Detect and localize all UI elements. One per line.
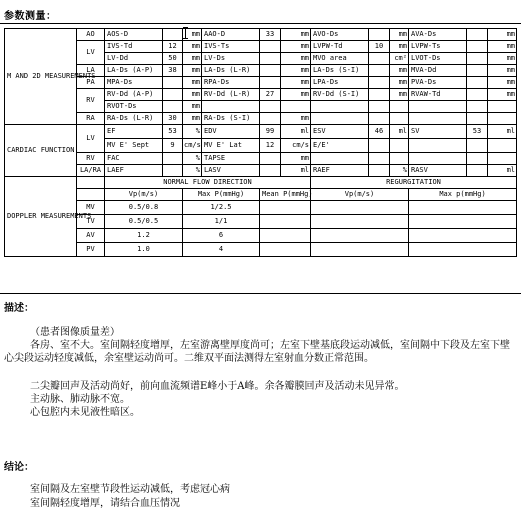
- valve-vp[interactable]: 0.5/0.5: [105, 215, 183, 229]
- valve-label: AV: [77, 229, 105, 243]
- param-value[interactable]: [260, 113, 281, 125]
- param-name: [311, 113, 369, 125]
- param-unit: mm: [281, 65, 311, 77]
- param-unit: mm: [488, 77, 517, 89]
- param-name: LV-Dd: [105, 53, 163, 65]
- param-value[interactable]: [369, 165, 390, 177]
- param-unit: [488, 113, 517, 125]
- param-name: LVOT-Ds: [409, 53, 467, 65]
- param-name: RVOT-Ds: [105, 101, 163, 113]
- param-value[interactable]: [467, 41, 488, 53]
- param-unit: mm: [183, 41, 202, 53]
- valve-maxp[interactable]: 6: [183, 229, 260, 243]
- param-unit: ml: [390, 125, 409, 139]
- row-ao: [5, 29, 517, 41]
- cell-label: AO: [77, 29, 105, 41]
- param-name: [409, 101, 467, 113]
- param-value[interactable]: [260, 153, 281, 165]
- param-value[interactable]: [467, 53, 488, 65]
- param-value[interactable]: [369, 113, 390, 125]
- param-unit: mm: [390, 65, 409, 77]
- conclusion-line-2: 室间隔轻度增厚，请结合血压情况: [30, 498, 180, 509]
- param-unit: %: [183, 153, 202, 165]
- param-value[interactable]: [163, 165, 183, 177]
- param-unit: [281, 101, 311, 113]
- param-name: IVS-Ts: [202, 41, 260, 53]
- param-name: PVA-Ds: [409, 77, 467, 89]
- param-unit: mm: [488, 89, 517, 101]
- param-name: SV: [409, 125, 467, 139]
- param-name: RV-Dd (S-I): [311, 89, 369, 101]
- param-unit: %: [183, 165, 202, 177]
- param-value[interactable]: 9: [163, 139, 183, 153]
- param-name: RASV: [409, 165, 467, 177]
- valve-maxp[interactable]: 1/2.5: [183, 201, 260, 215]
- param-name: [202, 101, 260, 113]
- param-unit: mm: [183, 53, 202, 65]
- param-unit: mm: [390, 77, 409, 89]
- param-unit: mm: [281, 153, 311, 165]
- param-name: FAC: [105, 153, 163, 165]
- param-value[interactable]: [369, 89, 390, 101]
- param-name: RAEF: [311, 165, 369, 177]
- param-value[interactable]: [467, 65, 488, 77]
- valve-label: PV: [77, 243, 105, 257]
- param-unit: mm: [183, 65, 202, 77]
- param-unit: [488, 101, 517, 113]
- param-value[interactable]: 30: [163, 113, 183, 125]
- valve-maxp[interactable]: 1/1: [183, 215, 260, 229]
- row-lv-1: [5, 41, 517, 53]
- param-unit: ml: [488, 125, 517, 139]
- param-value[interactable]: [467, 29, 488, 41]
- description-paragraph-1: 各房、室不大。室间隔轻度增厚，左室游离壁厚度尚可；左室下壁基底段运动减低，室间隔中下段及左室下壁心尖段运动轻度减低，余室壁运动尚可。二维双平面法测得左室射血分数正常范围。: [4, 340, 510, 364]
- param-name: [409, 153, 467, 165]
- valve-vp[interactable]: 1.2: [105, 229, 183, 243]
- param-value[interactable]: [163, 153, 183, 165]
- param-value[interactable]: 46: [369, 125, 390, 139]
- cell-label: PA: [77, 77, 105, 89]
- param-unit: cm²: [390, 53, 409, 65]
- param-unit: mm: [488, 41, 517, 53]
- param-value[interactable]: 12: [260, 139, 281, 153]
- param-value[interactable]: [467, 165, 488, 177]
- valve-reg-maxp[interactable]: [409, 229, 517, 243]
- blank-cell: [77, 177, 105, 189]
- valve-reg-vp[interactable]: [311, 243, 409, 257]
- param-unit: mm: [488, 65, 517, 77]
- param-unit: [488, 153, 517, 165]
- param-value[interactable]: [467, 101, 488, 113]
- param-unit: %: [183, 125, 202, 139]
- param-name: EDV: [202, 125, 260, 139]
- param-value[interactable]: [163, 89, 183, 101]
- param-value[interactable]: [369, 65, 390, 77]
- param-name: IVS-Td: [105, 41, 163, 53]
- cell-label: LA/RA: [77, 165, 105, 177]
- param-name: LVPW-Ts: [409, 41, 467, 53]
- param-name: RPA-Ds: [202, 77, 260, 89]
- param-unit: mm: [488, 29, 517, 41]
- param-unit: mm: [390, 41, 409, 53]
- row-cf-rv: [5, 153, 517, 165]
- row-doppler-group-header: [5, 177, 517, 189]
- param-unit: ml: [281, 125, 311, 139]
- valve-reg-vp[interactable]: [311, 229, 409, 243]
- param-name: EF: [105, 125, 163, 139]
- param-value[interactable]: [163, 29, 183, 41]
- param-name: MVA-Dd: [409, 65, 467, 77]
- param-unit: mm: [183, 29, 202, 41]
- param-unit: [390, 139, 409, 153]
- param-name: [409, 139, 467, 153]
- param-value[interactable]: [467, 89, 488, 101]
- param-name: RV-Dd (A-P): [105, 89, 163, 101]
- param-unit: mm: [183, 77, 202, 89]
- row-doppler-col-header: [5, 189, 517, 201]
- param-value[interactable]: [163, 77, 183, 89]
- param-value[interactable]: [260, 165, 281, 177]
- param-value[interactable]: [467, 153, 488, 165]
- param-name: LA-Ds (L-R): [202, 65, 260, 77]
- cell-label: LV: [77, 41, 105, 65]
- param-name: MVO area: [311, 53, 369, 65]
- cell-label: RA: [77, 113, 105, 125]
- param-value[interactable]: 12: [163, 41, 183, 53]
- param-name: ESV: [311, 125, 369, 139]
- valve-reg-vp[interactable]: [311, 215, 409, 229]
- param-unit: mm: [183, 113, 202, 125]
- param-name: LA-Ds (S-I): [311, 65, 369, 77]
- group-cardiac: CARDIAC FUNCTION: [5, 125, 77, 177]
- valve-reg-vp[interactable]: [311, 201, 409, 215]
- param-name: MV E' Lat: [202, 139, 260, 153]
- param-value[interactable]: [369, 77, 390, 89]
- param-value[interactable]: [467, 139, 488, 153]
- param-name: LAEF: [105, 165, 163, 177]
- param-value[interactable]: [369, 139, 390, 153]
- valve-vp[interactable]: 0.5/0.8: [105, 201, 183, 215]
- valve-reg-maxp[interactable]: [409, 243, 517, 257]
- cell-label: RV: [77, 89, 105, 113]
- conclusion-label: 结论：: [4, 462, 34, 473]
- valve-label: TV: [77, 215, 105, 229]
- param-unit: mm: [281, 41, 311, 53]
- valve-vp[interactable]: 1.0: [105, 243, 183, 257]
- param-value[interactable]: [467, 77, 488, 89]
- col-reg-vp: Vp(m/s): [311, 189, 409, 201]
- param-name: LV-Ds: [202, 53, 260, 65]
- param-name: RA-Ds (L-R): [105, 113, 163, 125]
- regurgitation-header: REGURGITATION: [311, 177, 517, 189]
- param-unit: mm: [281, 89, 311, 101]
- param-unit: %: [390, 165, 409, 177]
- conclusion-line-1: 室间隔及左室壁节段性运动减低，考虑冠心病: [30, 484, 230, 495]
- row-cf-lv-1: [5, 125, 517, 139]
- valve-reg-maxp[interactable]: [409, 201, 517, 215]
- normal-flow-header: NORMAL FLOW DIRECTION: [105, 177, 311, 189]
- param-name: [311, 153, 369, 165]
- row-ra: [5, 113, 517, 125]
- valve-reg-maxp[interactable]: [409, 215, 517, 229]
- valve-meanp[interactable]: [260, 215, 311, 229]
- param-name: RA-Ds (S-I): [202, 113, 260, 125]
- col-meanp: Mean P(mmHg): [260, 189, 311, 201]
- description-paragraph-4: 心包腔内未见液性暗区。: [30, 407, 140, 418]
- param-name: TAPSE: [202, 153, 260, 165]
- param-unit: mm: [281, 53, 311, 65]
- param-unit: ml: [488, 165, 517, 177]
- param-name: LA-Ds (A-P): [105, 65, 163, 77]
- param-unit: mm: [183, 101, 202, 113]
- description-paragraph-3: 主动脉、肺动脉不宽。: [30, 394, 130, 405]
- param-value[interactable]: 99: [260, 125, 281, 139]
- param-value[interactable]: [163, 101, 183, 113]
- param-value[interactable]: 27: [260, 89, 281, 101]
- param-value[interactable]: 38: [163, 65, 183, 77]
- cell-label: LV: [77, 125, 105, 153]
- param-value[interactable]: [369, 29, 390, 41]
- param-value[interactable]: 53: [467, 125, 488, 139]
- param-unit: mm: [183, 89, 202, 101]
- param-unit: mm: [390, 89, 409, 101]
- param-name: AAO-D: [202, 29, 260, 41]
- param-name: LASV: [202, 165, 260, 177]
- param-value[interactable]: [260, 101, 281, 113]
- section-title: 参数测量：: [4, 11, 57, 22]
- valve-meanp[interactable]: [260, 229, 311, 243]
- description-label: 描述：: [4, 303, 34, 314]
- param-name: MPA-Ds: [105, 77, 163, 89]
- param-name: [409, 113, 467, 125]
- param-unit: [390, 113, 409, 125]
- row-doppler-pv: [5, 243, 517, 257]
- description-paragraph-2: 二尖瓣回声及活动尚好，前向血流频谱E峰小于A峰。余各瓣膜回声及活动未见异常。: [30, 381, 405, 392]
- valve-meanp[interactable]: [260, 201, 311, 215]
- param-value[interactable]: [260, 41, 281, 53]
- param-value[interactable]: [369, 153, 390, 165]
- param-value[interactable]: 10: [369, 41, 390, 53]
- param-name: [311, 101, 369, 113]
- param-unit: mm: [281, 29, 311, 41]
- param-unit: mm: [281, 77, 311, 89]
- param-value[interactable]: 53: [163, 125, 183, 139]
- group-doppler: DOPPLER MEASUREMENTS: [5, 177, 77, 257]
- param-value[interactable]: [260, 77, 281, 89]
- param-value[interactable]: 33: [260, 29, 281, 41]
- param-name: AVO-Ds: [311, 29, 369, 41]
- group-m2d: M AND 2D MEASUREMENTS: [5, 29, 77, 125]
- cell-label: LA: [77, 65, 105, 77]
- param-value[interactable]: [369, 101, 390, 113]
- param-name: E/E': [311, 139, 369, 153]
- param-unit: [390, 153, 409, 165]
- valve-maxp[interactable]: 4: [183, 243, 260, 257]
- valve-label: MV: [77, 201, 105, 215]
- param-unit: mm: [281, 113, 311, 125]
- param-unit: ml: [281, 165, 311, 177]
- param-value[interactable]: [369, 53, 390, 65]
- param-name: LPA-Ds: [311, 77, 369, 89]
- col-vp: Vp(m/s): [105, 189, 183, 201]
- row-doppler-av: [5, 229, 517, 243]
- image-quality-note: （患者图像质量差）: [30, 327, 120, 338]
- param-value[interactable]: 50: [163, 53, 183, 65]
- param-name: LVPW-Td: [311, 41, 369, 53]
- param-value[interactable]: [260, 65, 281, 77]
- cell-label: RV: [77, 153, 105, 165]
- col-reg-maxp: Max p(mmHg): [409, 189, 517, 201]
- param-unit: [390, 101, 409, 113]
- param-value[interactable]: [260, 53, 281, 65]
- param-name: MV E' Sept: [105, 139, 163, 153]
- valve-meanp[interactable]: [260, 243, 311, 257]
- param-name: RVAW-Td: [409, 89, 467, 101]
- param-name: AVA-Ds: [409, 29, 467, 41]
- param-unit: cm/s: [183, 139, 202, 153]
- param-unit: cm/s: [281, 139, 311, 153]
- description-divider: [0, 293, 521, 294]
- param-value[interactable]: [467, 113, 488, 125]
- row-rv-1: [5, 89, 517, 101]
- param-unit: mm: [390, 29, 409, 41]
- blank-cell: [77, 189, 105, 201]
- param-unit: [488, 139, 517, 153]
- top-divider: [0, 23, 521, 24]
- param-name: RV-Dd (L-R): [202, 89, 260, 101]
- param-name: AOS-D: [105, 29, 163, 41]
- row-cf-lara: [5, 165, 517, 177]
- col-maxp: Max P(mmHg): [183, 189, 260, 201]
- measurement-table: [4, 28, 517, 257]
- param-unit: mm: [488, 53, 517, 65]
